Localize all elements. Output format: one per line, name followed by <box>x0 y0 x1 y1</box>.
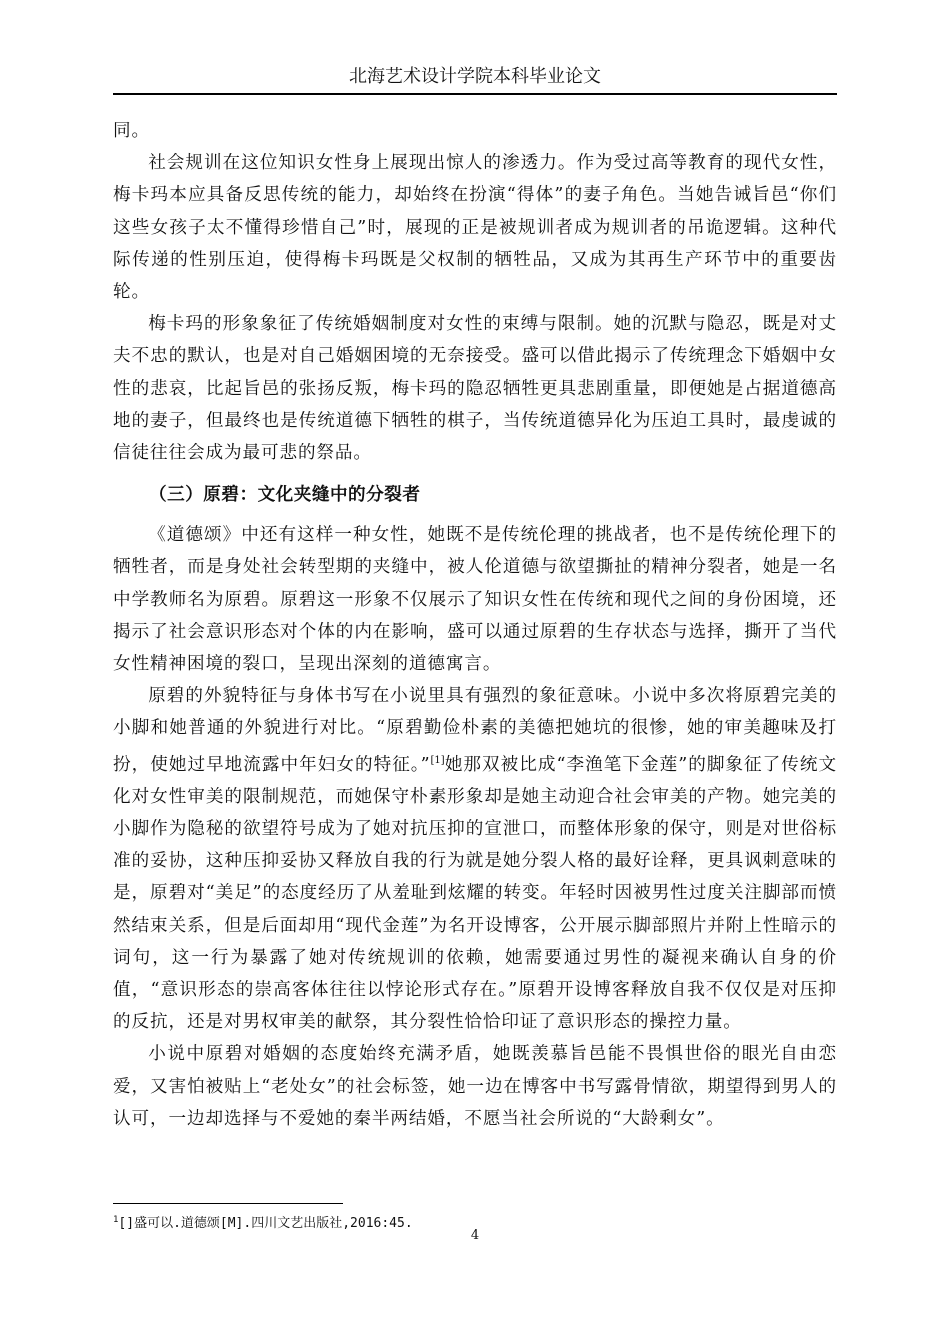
body-text <box>113 115 837 1135</box>
footnote-marker: 1 <box>113 1215 119 1225</box>
footnote-divider <box>113 1203 343 1204</box>
paragraph: 小说中原碧对婚姻的态度始终充满矛盾，她既羡慕旨邑能不畏惧世俗的眼光自由恋爱，又害怕被贴上“老处女”的社会标签，她一边在博客中书写露骨情欲，期望得到男人的认可，一边却选择与不爱她的秦半两结婚，不愿当社会所说的“大龄剩女”。 <box>113 1044 837 1129</box>
page-header-title: 北海艺术设计学院本科毕业论文 <box>349 66 601 87</box>
paragraph-with-citation <box>113 680 837 1038</box>
footnote-text: []盛可以.道德颂[M].四川文艺出版社,2016:45. <box>118 1216 413 1231</box>
paragraph-text: 原碧的外貌特征与身体书写在小说里具有强烈的象征意味。小说中多次将原碧完美的小脚和她普通的外貌进行对比。“原碧勤俭朴素的美德把她坑的很惨，她的审美趣味及打扮，使她过早地流露中年妇女的特征。” <box>113 686 837 775</box>
paragraph-continuation: 同。 <box>113 121 150 141</box>
paragraph: 《道德颂》中还有这样一种女性，她既不是传统伦理的挑战者，也不是传统伦理下的牺牲者，而是身处社会转型期的夹缝中，被人伦道德与欲望撕扯的精神分裂者，她是一名中学教师名为原碧。原碧这一形象不仅展示了知识女性在传统和现代之间的身份困境，还揭示了社会意识形态对个体的内在影响，盛可以通过原碧的生存状态与选择，撕开了当代女性精神困境的裂口，呈现出深刻的道德寓言。 <box>113 525 837 675</box>
citation-marker[interactable]: [1] <box>430 754 445 766</box>
page-number: 4 <box>470 1228 480 1243</box>
header-divider <box>113 93 837 95</box>
paragraph-text: 她那双被比成“李渔笔下金莲”的脚象征了传统文化对女性审美的限制规范，而她保守朴素形象却是她主动迎合社会审美的产物。她完美的小脚作为隐秘的欲望符号成为了她对抗压抑的宣泄口，而整体形象的保守，则是对世俗标准的妥协，这种压抑妥协又释放自我的行为就是她分裂人格的最好诠释，更具讽刺意味的是，原碧对“美足”的态度经历了从羞耻到炫耀的转变。年轻时因被男性过度关注脚部而愤然结束关系，但是后面却用“现代金莲”为名开设博客，公开展示脚部照片并附上性暗示的词句，这一行为暴露了她对传统规训的依赖，她需要通过男性的凝视来确认自身的价值，“意识形态的崇高客体往往以悖论形式存在。”原碧开设博客释放自我不仅仅是对压抑的反抗，还是对男权审美的献祭，其分裂性恰恰印证了意识形态的操控力量。 <box>113 754 837 1033</box>
section-heading: （三）原碧：文化夹缝中的分裂者 <box>149 485 421 506</box>
paragraph: 梅卡玛的形象象征了传统婚姻制度对女性的束缚与限制。她的沉默与隐忍，既是对丈夫不忠的默认，也是对自己婚姻困境的无奈接受。盛可以借此揭示了传统理念下婚姻中女性的悲哀，比起旨邑的张扬反叛，梅卡玛的隐忍牺牲更具悲剧重量，即便她是占据道德高地的妻子，但最终也是传统道德下牺牲的棋子，当传统道德异化为压迫工具时，最虔诚的信徒往往会成为最可悲的祭品。 <box>113 314 837 464</box>
paragraph: 社会规训在这位知识女性身上展现出惊人的渗透力。作为受过高等教育的现代女性，梅卡玛本应具备反思传统的能力，却始终在扮演“得体”的妻子角色。当她告诫旨邑“你们这些女孩子太不懂得珍惜自己”时，展现的正是被规训者成为规训者的吊诡逻辑。这种代际传递的性别压迫，使得梅卡玛既是父权制的牺牲品，又成为其再生产环节中的重要齿轮。 <box>113 153 837 303</box>
